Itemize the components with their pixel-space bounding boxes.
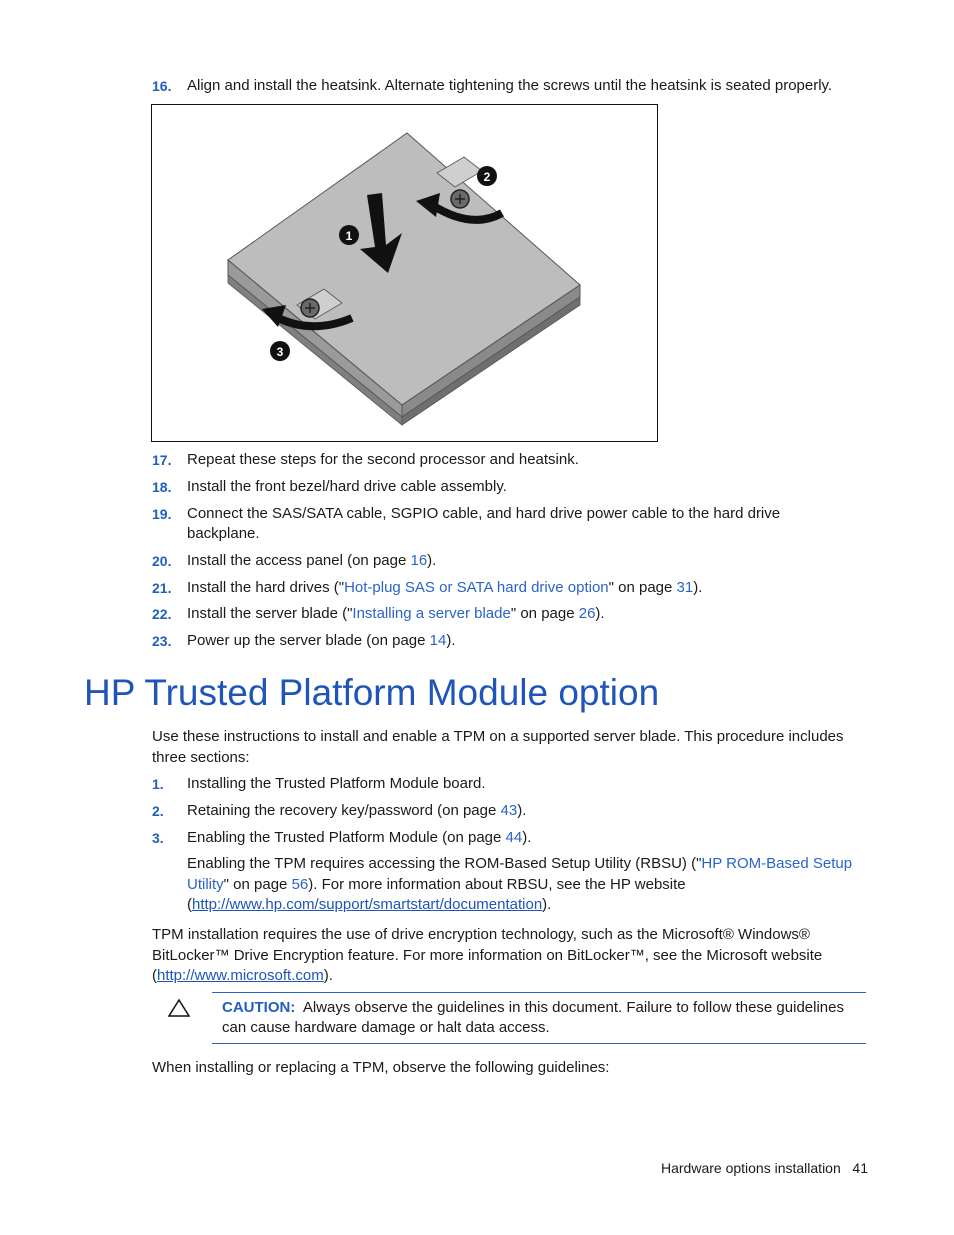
microsoft-website-link[interactable]: http://www.microsoft.com: [157, 967, 324, 984]
page-link[interactable]: 14: [429, 632, 447, 649]
list-text: Installing the Trusted Platform Module board.: [187, 775, 486, 792]
page-number: 41: [852, 1160, 868, 1176]
list-number: 2.: [152, 803, 164, 819]
hp-website-link[interactable]: http://www.hp.com/support/smartstart/documentation: [192, 896, 543, 913]
page-link[interactable]: 16: [410, 552, 428, 569]
section-title: HP Trusted Platform Module option: [84, 672, 660, 713]
callout-2: [477, 166, 497, 186]
page-link[interactable]: 26: [578, 605, 596, 622]
step-text: Install the hard drives ("Hot-plug SAS or SATA hard drive option" on page 31).: [187, 579, 703, 596]
caution-box: [212, 992, 866, 1044]
svg-text:3: 3: [276, 345, 284, 359]
topic-link[interactable]: Hot-plug SAS or SATA hard drive option: [344, 579, 609, 596]
caution-icon: [168, 998, 190, 1018]
heatsink-figure: [151, 104, 658, 442]
guidelines-text: When installing or replacing a TPM, observe the following guidelines:: [152, 1059, 610, 1076]
step-number: 23.: [152, 633, 172, 649]
rbsu-line: Utility" on page 56). For more information about RBSU, see the HP website: [187, 876, 686, 893]
caution-text: CAUTION: Always observe the guidelines in this document. Failure to follow these guidelines can cause hardware damage or halt data access.: [222, 999, 844, 1036]
intro-line: Use these instructions to install and enable a TPM on a supported server blade. This procedure includes: [152, 728, 844, 745]
list-number: 1.: [152, 776, 164, 792]
step-number: 19.: [152, 506, 172, 522]
step-number: 18.: [152, 479, 172, 495]
step-number: 20.: [152, 553, 172, 569]
heatsink-illustration: [152, 105, 657, 441]
list-text: Enabling the Trusted Platform Module (on page 44).: [187, 829, 532, 846]
page-link[interactable]: 56: [291, 876, 309, 893]
topic-link[interactable]: Installing a server blade: [352, 605, 511, 622]
page-footer: [661, 1158, 868, 1178]
intro-line: three sections:: [152, 749, 250, 766]
rbsu-line: Enabling the TPM requires accessing the ROM-Based Setup Utility (RBSU) ("HP ROM-Based Setup: [187, 855, 853, 872]
step-text: Repeat these steps for the second processor and heatsink.: [187, 451, 579, 468]
callout-1: [339, 225, 359, 245]
list-text: Retaining the recovery key/password (on page 43).: [187, 802, 527, 819]
svg-text:1: 1: [345, 229, 353, 243]
step-text: Install the access panel (on page 16).: [187, 552, 437, 569]
svg-text:2: 2: [483, 170, 491, 184]
step-text: Install the server blade ("Installing a server blade" on page 26).: [187, 605, 605, 622]
bitlocker-line: BitLocker™ Drive Encryption feature. For more information on BitLocker™, see the Microsoft website: [152, 947, 823, 964]
rbsu-link[interactable]: Utility: [187, 876, 224, 893]
step-text: Connect the SAS/SATA cable, SGPIO cable, and hard drive power cable to the hard drive: [187, 505, 781, 522]
page-link[interactable]: 43: [500, 802, 518, 819]
step-text: Install the front bezel/hard drive cable assembly.: [187, 478, 507, 495]
caution-label: CAUTION:: [222, 999, 296, 1016]
step-text: Power up the server blade (on page 14).: [187, 632, 456, 649]
list-number: 3.: [152, 830, 164, 846]
footer-section: Hardware options installation: [660, 1160, 841, 1176]
step-number: 16.: [152, 78, 172, 94]
bitlocker-line: TPM installation requires the use of drive encryption technology, such as the Microsoft® Windows®: [152, 926, 810, 943]
rbsu-link[interactable]: HP ROM-Based Setup: [701, 855, 853, 872]
rbsu-line: (http://www.hp.com/support/smartstart/documentation).: [187, 896, 552, 913]
step-number: 17.: [152, 452, 172, 468]
page-link[interactable]: 31: [676, 579, 694, 596]
step-text: Align and install the heatsink. Alternate tightening the screws until the heatsink is seated properly.: [187, 77, 833, 94]
step-number: 21.: [152, 580, 172, 596]
step-number: 22.: [152, 606, 172, 622]
step-text: backplane.: [187, 525, 260, 542]
page-link[interactable]: 44: [505, 829, 523, 846]
bitlocker-line: (http://www.microsoft.com).: [152, 967, 333, 984]
callout-3: [270, 341, 290, 361]
